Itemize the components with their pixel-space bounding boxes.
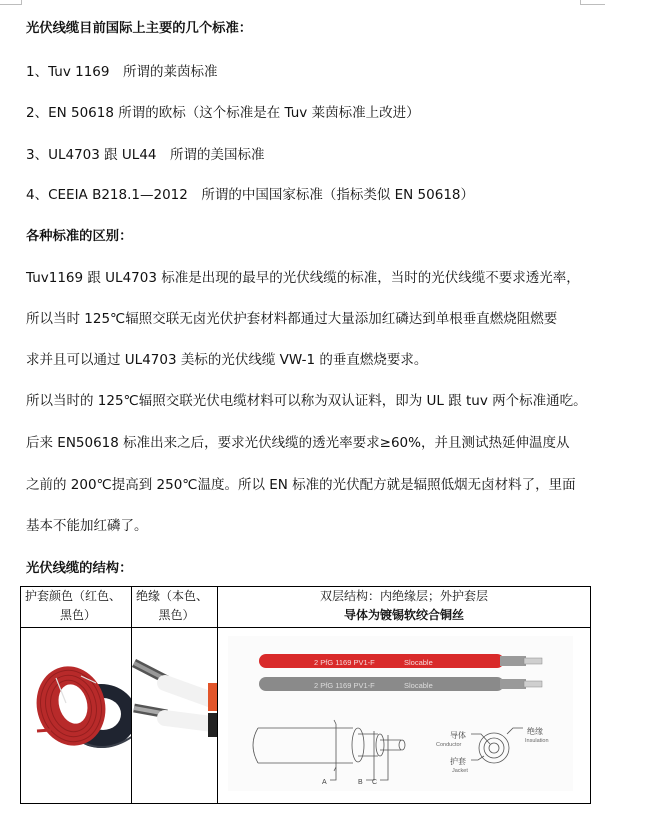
body-line-4: 所以当时的 125℃辐照交联光伏电缆材料可以称为双认证料，即为 UL 跟 tuv 两个标准通吃。 — [26, 393, 587, 409]
heading-differences: 各种标准的区别： — [26, 229, 133, 244]
jacket-en-label: Jacket — [452, 768, 468, 774]
heading-structure: 光伏线缆的结构： — [26, 561, 133, 576]
header-jacket-line2: 黑色） — [59, 608, 96, 622]
body-line-7: 基本不能加红磷了。 — [26, 518, 148, 534]
grey-cable-graphic — [259, 677, 504, 691]
heading-standards: 光伏线缆目前国际上主要的几个标准： — [26, 21, 253, 36]
image-cell-structure-diagram — [218, 628, 591, 804]
cable-coils-photo — [21, 628, 131, 803]
header-insulation-line1: 绝缘（本色、 — [136, 589, 209, 603]
red-cable-graphic — [259, 654, 504, 668]
conductor-cn-label: 导体 — [450, 731, 466, 740]
cable2-print-text: 2 PfG 1169 PV1-F — [314, 681, 375, 690]
insulation-en-label: Insulation — [525, 738, 549, 744]
header-cell-jacket-color — [21, 587, 132, 628]
standard-item-2: 2、EN 50618 所谓的欧标（这个标准是在 Tuv 莱茵标准上改进） — [26, 105, 420, 121]
image-cell-stripped-cable — [132, 628, 218, 804]
body-line-1: Tuv1169 跟 UL4703 标准是出现的最早的光伏线缆的标准，当时的光伏线缆不要求透光率， — [26, 270, 580, 286]
standard-item-4: 4、CEEIA B218.1—2012 所谓的中国国家标准（指标类似 EN 50618） — [26, 187, 475, 203]
cable-structure-diagram — [218, 628, 590, 803]
body-line-5: 后来 EN50618 标准出来之后，要求光伏线缆的透光率要求≥60%，并且测试热延伸温度从 — [26, 435, 570, 451]
cable2-brand-text: Slocable — [404, 681, 433, 690]
page-corner-mark-top-left — [0, 0, 22, 5]
stripped-cable-photo — [132, 628, 217, 803]
body-line-2: 所以当时 125℃辐照交联无卤光伏护套材料都通过大量添加红磷达到单根垂直燃烧阻燃要 — [26, 311, 558, 327]
cable1-brand-text: Slocable — [404, 658, 433, 667]
header-cell-structure — [218, 587, 591, 628]
jacket-cn-label: 护套 — [450, 757, 466, 766]
body-line-3: 求并且可以通过 UL4703 美标的光伏线缆 VW-1 的垂直燃烧要求。 — [26, 352, 428, 368]
dim-label-b: B — [358, 779, 363, 786]
standard-item-3: 3、UL4703 跟 UL44 所谓的美国标准 — [26, 147, 265, 163]
header-structure-line1: 双层结构：内绝缘层；外护套层 — [319, 589, 488, 603]
conductor-en-label: Conductor — [436, 742, 462, 748]
cable1-print-text: 2 PfG 1169 PV1-F — [314, 658, 375, 667]
body-line-6: 之前的 200℃提高到 250℃温度。所以 EN 标准的光伏配方就是辐照低烟无卤材料了，里面 — [26, 477, 576, 493]
cable-structure-table — [20, 586, 591, 804]
dim-label-c: C — [372, 779, 378, 786]
insulation-cn-label: 绝缘 — [527, 727, 543, 736]
page-corner-mark-top-right — [580, 0, 605, 5]
header-jacket-line1: 护套颜色（红色、 — [25, 589, 122, 603]
table-image-row — [21, 628, 591, 804]
image-cell-cable-coils — [21, 628, 132, 804]
standard-item-1: 1、Tuv 1169 所谓的莱茵标准 — [26, 64, 218, 80]
header-structure-line2: 导体为镀锡软绞合铜丝 — [343, 608, 464, 622]
header-cell-insulation — [132, 587, 218, 628]
header-insulation-line2: 黑色） — [158, 608, 195, 622]
dim-label-a: A — [322, 779, 327, 786]
table-header-row — [21, 587, 591, 628]
